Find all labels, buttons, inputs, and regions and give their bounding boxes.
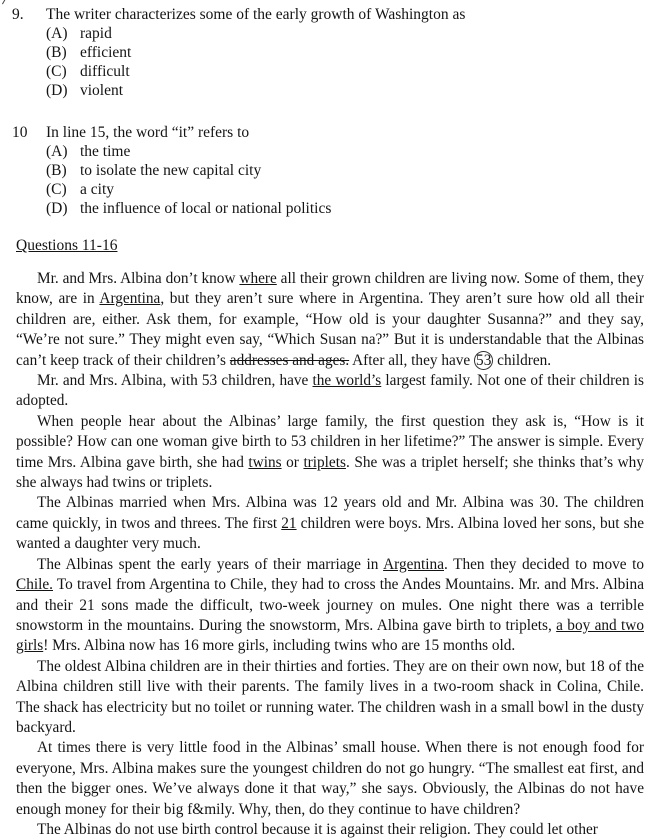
option-letter: (A) [46,25,68,42]
text: children were boys. Mrs. Albina loved her sons, but she wanted a daughter very much. [16,514,644,553]
text: children. [493,351,552,369]
question-stem: In line 15, the word “it” refers to [46,124,250,141]
answer-option-c [46,180,331,199]
text: When people hear about the Albinas’ large family, the first question they ask is, “How is it possible? How can one woman give birth to 53 children in her lifetime?” The answer is simple. Every time Mrs. Albina gave birth, she had [16,412,644,471]
underlined-text: the world’s [312,372,382,390]
answer-option-a [46,24,131,43]
pen-mark [2,0,11,7]
underlined-text: Argentina [383,555,444,573]
answer-options [46,142,331,218]
text: The Albinas spent the early years of their marriage in [37,555,384,573]
option-letter: (C) [46,63,67,80]
text: or [281,453,304,471]
paragraph-6: The oldest Albina children are in their thirties and forties. They are on their own now, but 18 of the Albina children still live with their parents. The family lives in a two-room shack in Colina, Chile. The shack has electricity but no toilet or running water. The children wash in a small bowl in the dusty backyard. [16,657,644,736]
option-letter: (B) [46,162,67,179]
option-letter: (B) [46,44,67,61]
underlined-text: 21 [281,514,297,532]
option-letter: (D) [46,82,68,99]
text: . She was a triplet herself; she thinks that’s why she always had twins or triplets. [16,453,644,492]
paragraph-1 [16,269,644,371]
option-text: difficult [80,63,130,80]
paragraph-7: At times there is very little food in the Albinas’ small house. When there is not enough food for everyone, Mrs. Albina makes sure the youngest children do not go hungry. “The smallest eat first, and then the bigger ones. We’ve always done it that way,” she says. Obviously, the Albinas do not have enough money for their big f&mily. Why, then, do they continue to have children? [16,739,644,818]
text: To travel from Argentina to Chile, they had to cross the Andes Mountains. Mr. and Mrs. Albina and their 21 sons made the difficult, two-week journey on mules. One night there was a terrible snowstorm in the mountains. During the snowstorm, Mrs. Albina gave birth to triplets, [16,576,644,634]
option-letter: (D) [46,200,68,217]
text: The Albinas married when Mrs. Albina was 12 years old and Mr. Albina was 30. The children came quickly, in twos and threes. The first [16,494,644,532]
option-text: rapid [80,25,112,42]
paragraph-4 [16,493,644,554]
answer-option-d [46,81,131,100]
underlined-text: a boy and two girls [16,616,644,655]
option-text: violent [80,82,124,99]
text: Mr. and Mrs. Albina don’t know [37,270,240,287]
underlined-text: Chile. [16,576,53,594]
answer-option-c [46,62,131,81]
text: , but they aren’t sure where in Argentina. They aren’t sure how old all their children are, either. Ask them, for example, “How old is your daughter Susanna?” and they say, “We’re not sure.” They might even say, “Which Susan na?” But it is understandable that the Albinas can’t keep track of their children’s [16,290,644,369]
paragraph-5 [16,555,644,657]
underlined-text: where [239,270,277,287]
text: After all, they have [349,351,475,369]
underlined-text: Argentina [99,290,161,308]
text: all their grown children are living now. Some of them, they know, are in [16,270,644,308]
answer-option-a [46,142,331,161]
text: ! Mrs. Albina now has 16 more girls, including twins who are 15 months old. [43,637,516,655]
option-text: efficient [80,44,132,61]
answer-options [46,24,131,100]
paragraph-2 [16,371,644,412]
circled-number: 53 [476,351,492,369]
text: Mr. and Mrs. Albina, with 53 children, have [37,372,313,390]
underlined-text: triplets [303,453,346,471]
option-text: the time [80,143,131,160]
question-number: 9. [12,6,24,23]
answer-option-b [46,43,131,62]
question-stem: The writer characterizes some of the early growth of Washington as [46,6,466,23]
option-text: the influence of local or national politics [80,200,332,217]
option-letter: (C) [46,181,67,198]
answer-option-b [46,161,331,180]
question-number: 10 [12,124,28,141]
option-text: to isolate the new capital city [80,162,262,179]
answer-option-d [46,199,331,218]
text: largest family. Not one of their children is adopted. [16,372,644,410]
option-letter: (A) [46,143,68,160]
reading-passage [16,269,644,840]
struck-text: addresses and ages. [229,351,350,369]
underlined-text: twins [248,453,282,471]
text: . Then they decided to move to [444,555,644,573]
section-heading: Questions 11-16 [16,237,118,254]
option-text: a city [80,181,114,198]
paragraph-8: The Albinas do not use birth control because it is against their religion. They could let other [37,820,598,838]
paragraph-3 [16,412,644,494]
